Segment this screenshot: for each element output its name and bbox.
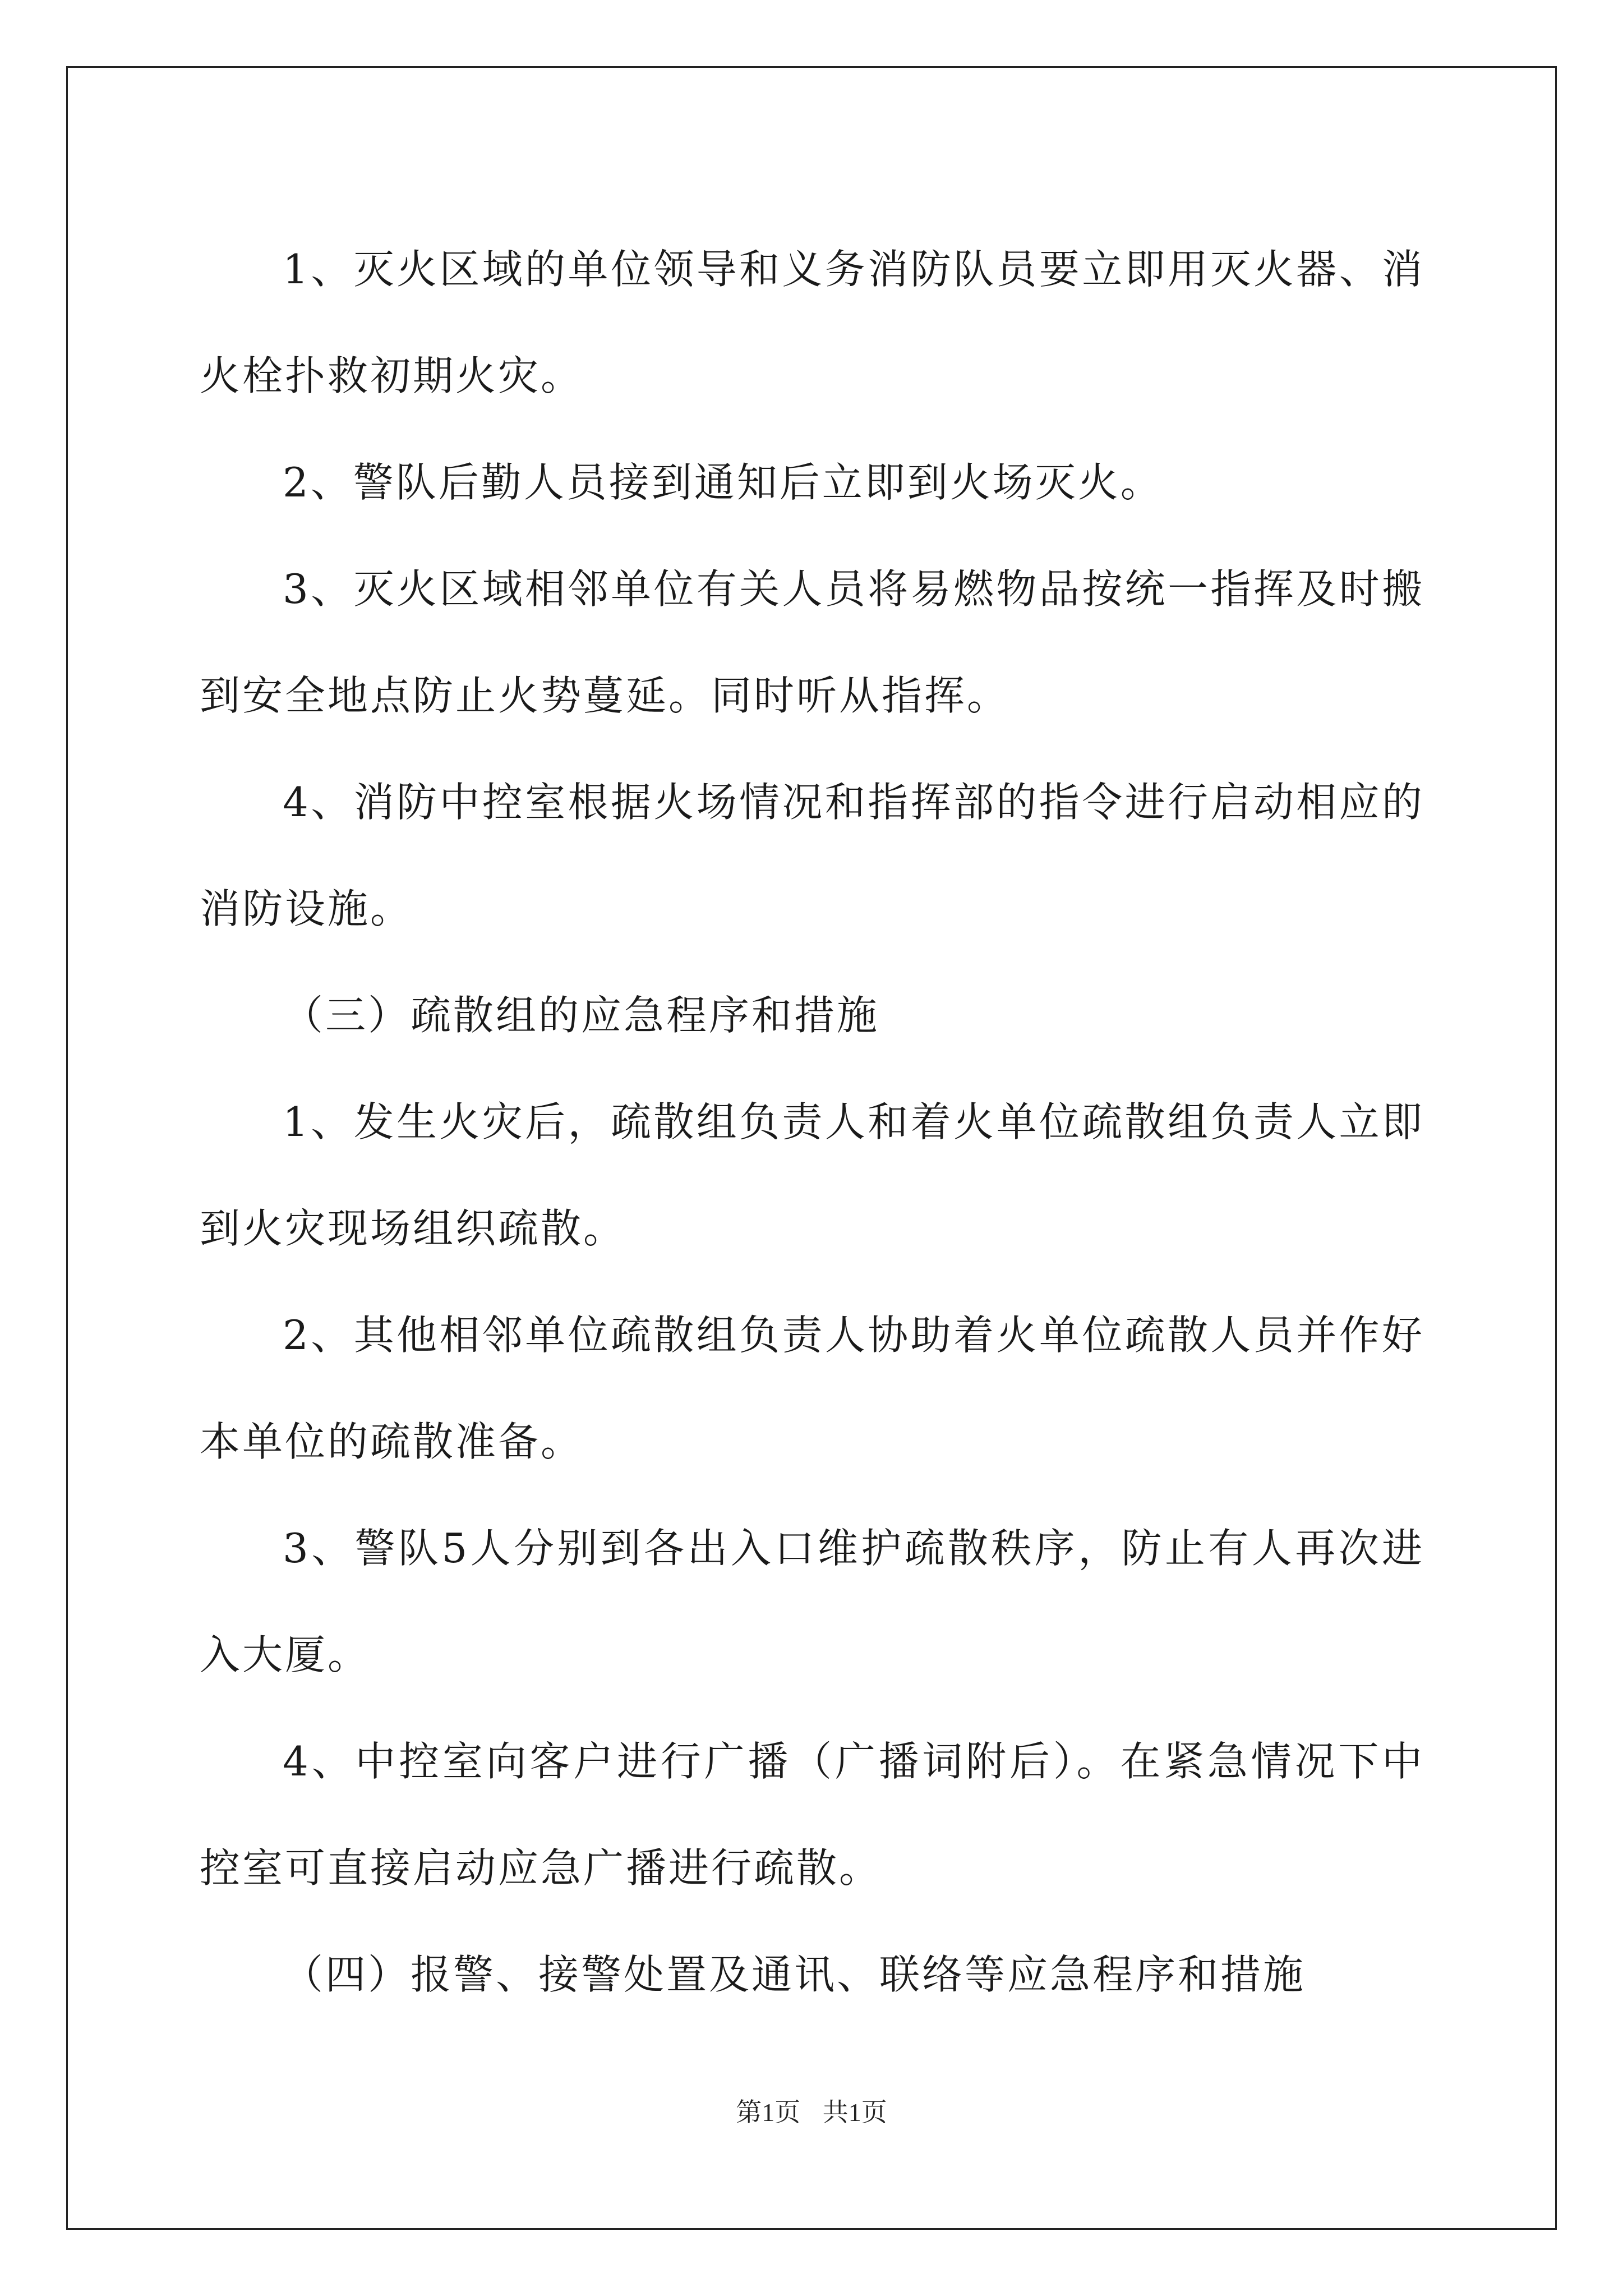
paragraph-7: 3、警队5人分别到各出入口维护疏散秩序，防止有人再次进入大厦。	[200, 1525, 1424, 1678]
paragraph-1: 1、灭火区域的单位领导和义务消防队员要立即用灭火器、消火栓扑救初期火灾。	[200, 246, 1424, 399]
page-total: 共1页	[822, 2098, 887, 2127]
paragraph-8: 4、中控室向客户进行广播（广播词附后）。在紧急情况下中控室可直接启动应急广播进行疏散。	[200, 1738, 1424, 1892]
section-heading-3: （三）疏散组的应急程序和措施	[283, 992, 880, 1039]
paragraph-3: 3、灭火区域相邻单位有关人员将易燃物品按统一指挥及时搬到安全地点防止火势蔓延。同时听从指挥。	[200, 565, 1424, 719]
paragraph-2: 2、警队后勤人员接到通知后立即到火场灭火。	[283, 459, 1163, 506]
page-footer	[0, 2096, 1623, 2129]
page-number: 第1页	[736, 2098, 801, 2127]
paragraph-6: 2、其他相邻单位疏散组负责人协助着火单位疏散人员并作好本单位的疏散准备。	[200, 1312, 1424, 1465]
document-body	[200, 216, 1424, 2028]
section-heading-4: （四）报警、接警处置及通讯、联络等应急程序和措施	[283, 1951, 1306, 1998]
paragraph-4: 4、消防中控室根据火场情况和指挥部的指令进行启动相应的消防设施。	[200, 779, 1424, 932]
paragraph-5: 1、发生火灾后，疏散组负责人和着火单位疏散组负责人立即到火灾现场组织疏散。	[200, 1098, 1424, 1252]
